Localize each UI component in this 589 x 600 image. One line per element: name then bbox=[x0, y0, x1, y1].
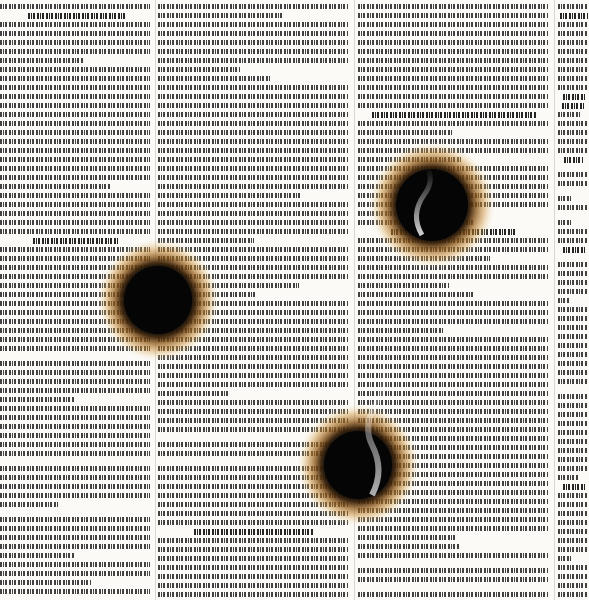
bullet-hole-upper-right bbox=[368, 141, 496, 269]
bullet-hole-left bbox=[96, 238, 220, 362]
bullet-hole-lower-center bbox=[296, 355, 420, 527]
